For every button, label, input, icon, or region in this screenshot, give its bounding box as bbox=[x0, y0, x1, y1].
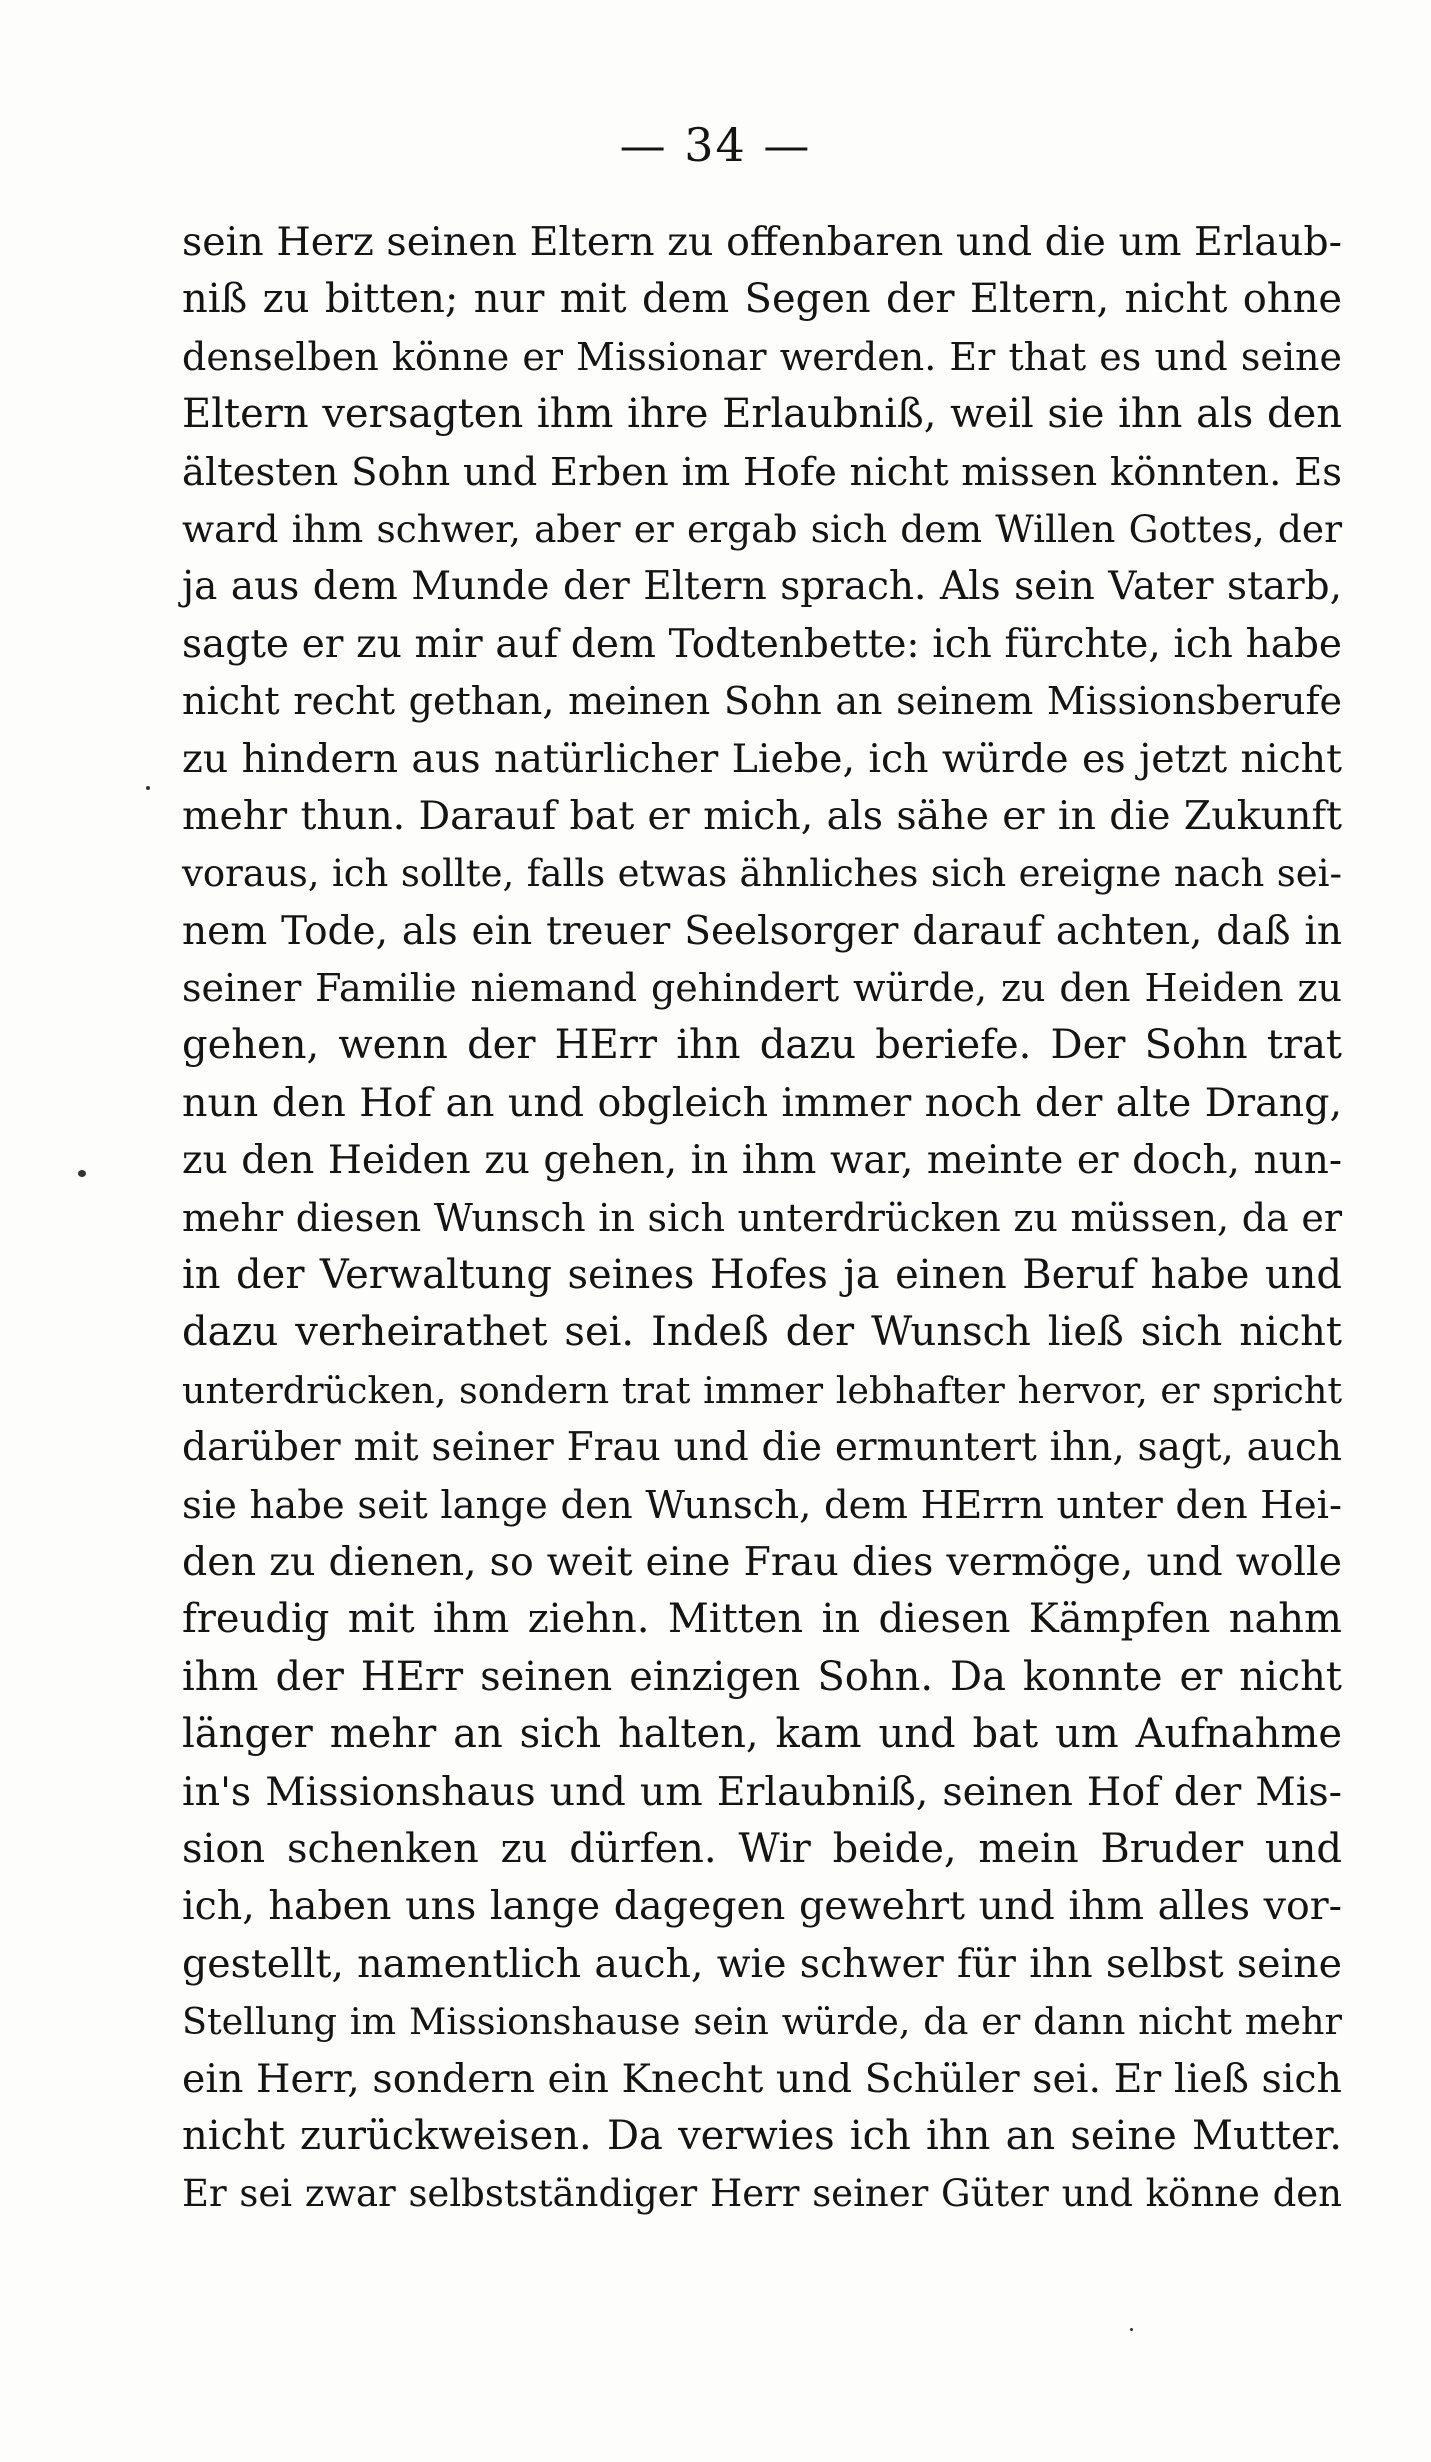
text-line: freudig mit ihm ziehn. Mitten in diesen Kämpfen nahm bbox=[182, 1596, 1342, 1643]
text-line: voraus, ich sollte, falls etwas ähnliches sich ereigne nach sei- bbox=[182, 852, 1342, 896]
text-line: sagte er zu mir auf dem Todtenbette: ich fürchte, ich habe bbox=[182, 621, 1342, 667]
text-line: zu den Heiden zu gehen, in ihm war, meinte er doch, nun- bbox=[182, 1138, 1342, 1184]
text-line: ihm der HErr seinen einzigen Sohn. Da konnte er nicht bbox=[182, 1653, 1342, 1700]
text-line: sie habe seit lange den Wunsch, dem HErrn unter den Hei- bbox=[182, 1482, 1342, 1528]
ink-speck bbox=[146, 786, 150, 790]
text-line: nicht zurückweisen. Da verwies ich ihn an seine Mutter. bbox=[182, 2112, 1342, 2159]
text-line: in der Verwaltung seines Hofes ja einen Beruf habe und bbox=[182, 1252, 1342, 1299]
text-line: zu hindern aus natürlicher Liebe, ich würde es jetzt nicht bbox=[182, 735, 1342, 782]
text-line: den zu dienen, so weit eine Frau dies vermöge, und wolle bbox=[182, 1538, 1342, 1585]
text-line: in's Missionshaus und um Erlaubniß, seinen Hof der Mis- bbox=[182, 1768, 1342, 1815]
text-line: darüber mit seiner Frau und die ermuntert ihn, sagt, auch bbox=[182, 1425, 1342, 1471]
text-line: länger mehr an sich halten, kam und bat um Aufnahme bbox=[182, 1711, 1342, 1758]
text-line: Er sei zwar selbstständiger Herr seiner Güter und könne den bbox=[182, 2172, 1342, 2216]
text-line: mehr diesen Wunsch in sich unterdrücken zu müssen, da er bbox=[182, 1195, 1342, 1240]
text-line: ein Herr, sondern ein Knecht und Schüler sei. Er ließ sich bbox=[182, 2055, 1342, 2102]
page-number: — 34 — bbox=[619, 118, 812, 172]
text-line: dazu verheirathet sei. Indeß der Wunsch ließ sich nicht bbox=[182, 1309, 1342, 1356]
ink-speck bbox=[1130, 2328, 1133, 2331]
text-line: sion schenken zu dürfen. Wir beide, mein Bruder und bbox=[182, 1825, 1342, 1872]
ink-speck bbox=[78, 1170, 86, 1177]
text-line: denselben könne er Missionar werden. Er that es und seine bbox=[182, 334, 1342, 379]
text-line: nun den Hof an und obgleich immer noch der alte Drang, bbox=[182, 1079, 1342, 1126]
text-line: nicht recht gethan, meinen Sohn an seinem Missionsberufe bbox=[182, 679, 1342, 724]
text-line: nem Tode, als ein treuer Seelsorger darauf achten, daß in bbox=[182, 908, 1342, 954]
text-line: gestellt, namentlich auch, wie schwer für ihn selbst seine bbox=[182, 1940, 1342, 1987]
text-line: sein Herz seinen Eltern zu offenbaren und die um Erlaub- bbox=[182, 219, 1342, 265]
text-line: gehen, wenn der HErr ihn dazu beriefe. Der Sohn trat bbox=[182, 1022, 1342, 1069]
text-line: ältesten Sohn und Erben im Hofe nicht missen könnten. Es bbox=[182, 449, 1342, 495]
text-line: ja aus dem Munde der Eltern sprach. Als sein Vater starb, bbox=[182, 564, 1342, 610]
text-line: niß zu bitten; nur mit dem Segen der Eltern, nicht ohne bbox=[182, 276, 1342, 323]
text-line: ward ihm schwer, aber er ergab sich dem Willen Gottes, der bbox=[182, 506, 1342, 551]
text-line: mehr thun. Darauf bat er mich, als sähe er in die Zukunft bbox=[182, 792, 1342, 839]
text-line: seiner Familie niemand gehindert würde, zu den Heiden zu bbox=[182, 966, 1342, 1011]
body-text bbox=[182, 214, 1342, 2223]
text-line: Eltern versagten ihm ihre Erlaubniß, weil sie ihn als den bbox=[182, 391, 1342, 438]
text-line: unterdrücken, sondern trat immer lebhafter hervor, er spricht bbox=[182, 1368, 1342, 1412]
text-line: Stellung im Missionshause sein würde, da er dann nicht mehr bbox=[182, 2000, 1342, 2044]
text-line: ich, haben uns lange dagegen gewehrt und ihm alles vor- bbox=[182, 1883, 1342, 1930]
